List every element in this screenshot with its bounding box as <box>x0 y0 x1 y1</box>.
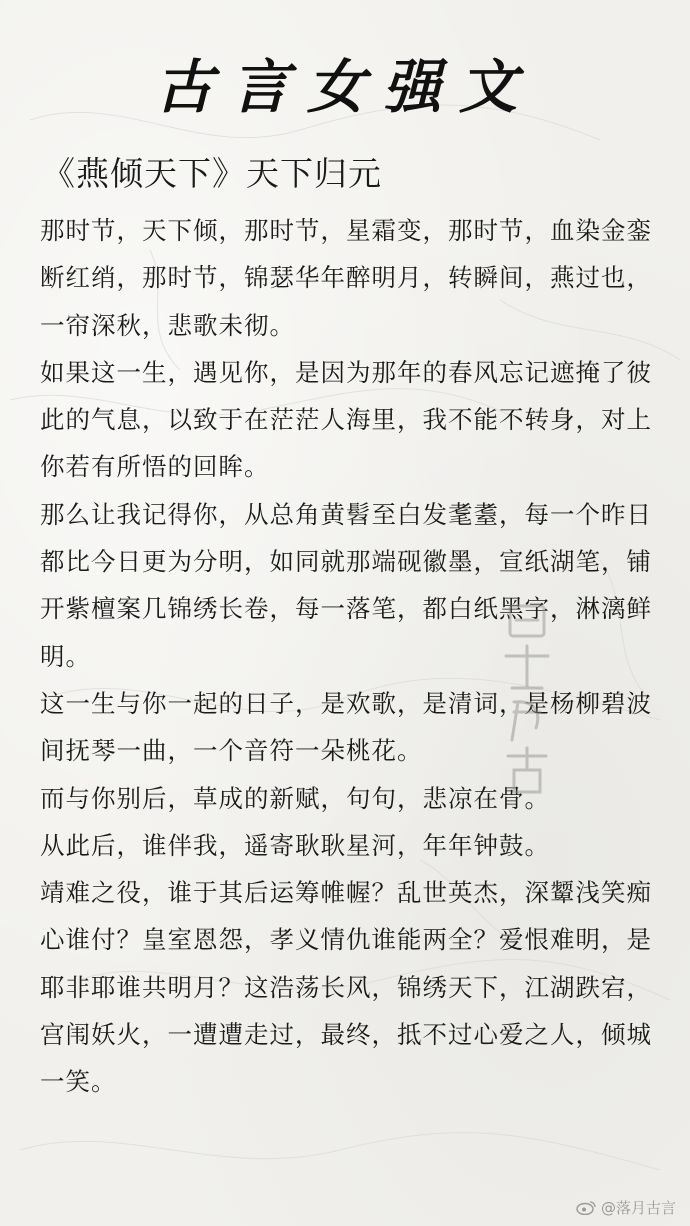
body-text <box>40 207 658 1106</box>
paragraph: 而与你别后，草成的新赋，句句，悲凉在骨。 <box>40 783 550 813</box>
book-title: 《燕倾天下》天下归元 <box>42 154 382 193</box>
paragraph: 这一生与你一起的日子，是欢歌，是清词，是杨柳碧波间抚琴一曲，一个音符一朵桃花。 <box>40 688 652 766</box>
paragraph: 那么让我记得你，从总角黄髫至白发耄耋，每一个昨日都比今日更为分明，如同就那端砚徽墨，宣纸湖笔，铺开紫檀案几锦绣长卷，每一落笔，都白纸黑字，淋漓鲜明。 <box>40 499 652 671</box>
main-title: 古言女强文 <box>154 53 535 121</box>
weibo-icon <box>576 1200 596 1215</box>
paragraph: 靖难之役，谁于其后运筹帷幄？乱世英杰，深颦浅笑痴心谁付？皇室恩怨，孝义情仇谁能两全？爱恨难明，是耶非耶谁共明月？这浩荡长风，锦绣天下，江湖跌宕，宫闱妖火，一遭遭走过，最终，抵不过心爱之人，倾城一笑。 <box>40 878 652 1097</box>
paragraph: 如果这一生，遇见你，是因为那年的春风忘记遮掩了彼此的气息，以致于在茫茫人海里，我不能不转身，对上你若有所悟的回眸。 <box>40 357 652 482</box>
paragraph: 那时节，天下倾，那时节，星霜变，那时节，血染金銮断红绡，那时节，锦瑟华年醉明月，转瞬间，燕过也，一帘深秋，悲歌未彻。 <box>40 216 652 340</box>
watermark-text: @落月古言 <box>600 1199 676 1217</box>
paragraph: 从此后，谁伴我，遥寄耿耿星河，年年钟鼓。 <box>40 830 550 860</box>
watermark <box>576 1197 676 1218</box>
calligraphy-seal <box>492 600 562 800</box>
